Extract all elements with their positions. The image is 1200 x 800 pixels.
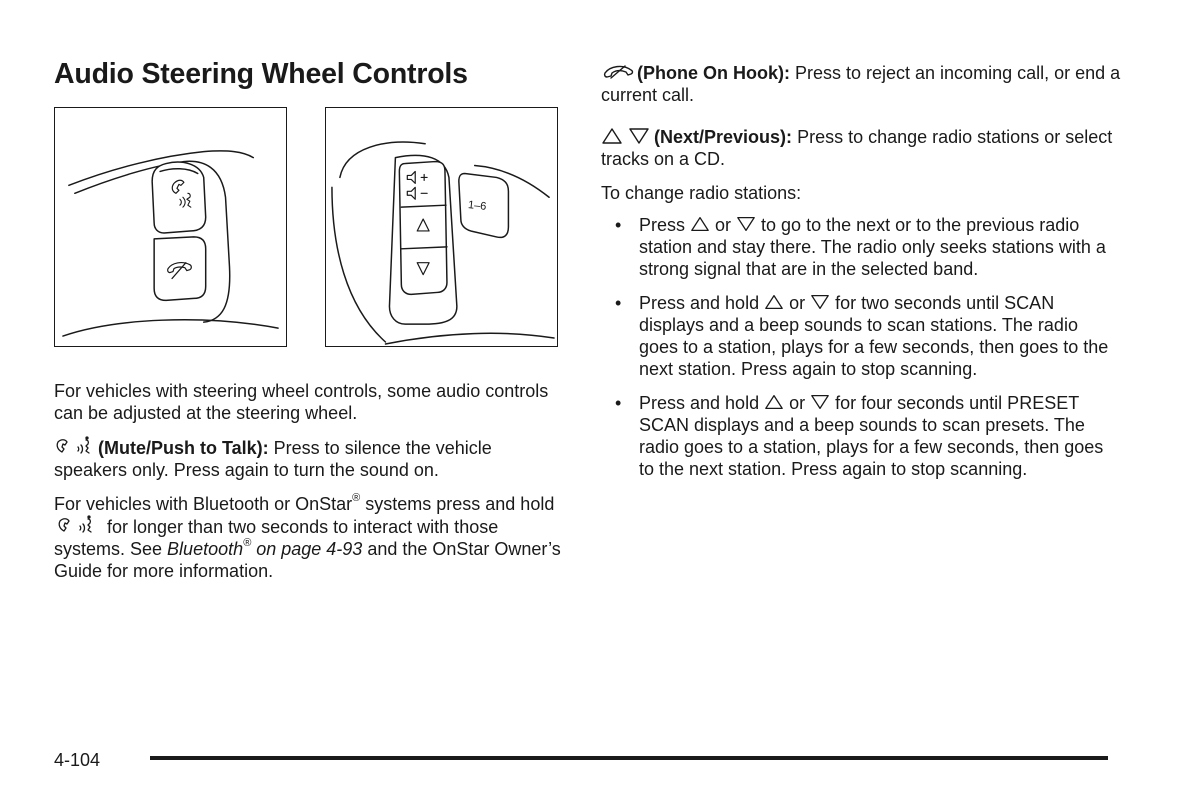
- phone-on-hook-text: Press to reject an incoming call, or end a current call.: [601, 63, 1121, 105]
- bullet-text: Press: [639, 215, 691, 235]
- next-previous-paragraph: [601, 126, 1121, 170]
- list-item: [601, 392, 1121, 480]
- change-stations-heading: To change radio stations:: [601, 183, 802, 203]
- ref-registered-mark: ®: [243, 537, 252, 549]
- page-number: 4-104: [54, 750, 101, 770]
- bluetooth-text-3: for longer than two seconds to interact with those systems. See: [54, 517, 499, 559]
- page-title: Audio Steering Wheel Controls: [54, 58, 468, 90]
- bluetooth-paragraph: [54, 493, 564, 582]
- phone-on-hook-label: (Phone On Hook):: [637, 63, 790, 83]
- triangle-down-icon: [736, 215, 756, 233]
- phone-talk-icon: [54, 515, 102, 535]
- list-item: [601, 292, 1121, 380]
- footer-rule: [150, 756, 1108, 760]
- bluetooth-ref-text: Bluetooth: [167, 539, 244, 559]
- triangle-up-icon: [601, 127, 623, 145]
- preset-button-label: 1–6: [467, 199, 487, 213]
- left-control-illustration: [54, 107, 287, 347]
- bullet-text: Press and hold: [639, 393, 765, 413]
- bullet-text: or: [784, 393, 811, 413]
- right-column: [601, 62, 1121, 492]
- left-column: [54, 56, 564, 594]
- bullet-icon: •: [615, 293, 622, 313]
- bullet-text: or: [784, 293, 811, 313]
- bluetooth-text-4: and the OnStar Owner’s Guide for more information.: [54, 539, 561, 581]
- next-previous-label: (Next/Previous):: [654, 127, 793, 147]
- bullet-text: Press and hold: [639, 293, 765, 313]
- bluetooth-text-1: For vehicles with Bluetooth or OnStar: [54, 494, 353, 514]
- mute-paragraph: [54, 436, 564, 481]
- page-footer: [54, 748, 1108, 772]
- registered-mark: ®: [352, 492, 361, 504]
- bluetooth-reference-link[interactable]: [167, 539, 362, 559]
- right-control-illustration: [325, 107, 558, 347]
- phone-hangup-icon: [601, 63, 637, 81]
- bullet-text: or: [710, 215, 737, 235]
- bluetooth-ref-page: on page 4-93: [251, 539, 363, 559]
- bullet-text: for four seconds until PRESET SCAN displays and a beep sounds to scan presets. The radio goes to a station, plays for a few seconds, then goes to the next station. Press again to stop scanning.: [639, 393, 1104, 479]
- triangle-up-icon: [690, 215, 710, 233]
- mute-text: Press to silence the vehicle speakers only. Press again to turn the sound on.: [54, 438, 492, 480]
- triangle-up-icon: [764, 293, 784, 311]
- mute-label: (Mute/Push to Talk):: [98, 438, 269, 458]
- phone-talk-icon: [54, 436, 98, 456]
- figures: [54, 107, 564, 347]
- bullet-text: for two seconds until SCAN displays and a beep sounds to scan stations. The radio goes to a station, plays for a few seconds, then goes to the next station. Press again to stop scanning.: [639, 293, 1109, 379]
- triangle-down-icon: [810, 393, 830, 411]
- list-item: [601, 214, 1121, 280]
- next-previous-text: Press to change radio stations or select tracks on a CD.: [601, 127, 1113, 169]
- triangle-up-icon: [764, 393, 784, 411]
- bullet-icon: •: [615, 393, 622, 413]
- triangle-down-icon: [628, 127, 650, 145]
- triangle-down-icon: [810, 293, 830, 311]
- bullet-text: to go to the next or to the previous radio station and stay there. The radio only seeks stations with a strong signal that are in the selected band.: [639, 215, 1106, 279]
- bluetooth-text-2: systems press and hold: [360, 494, 555, 514]
- instruction-list: [601, 214, 1121, 480]
- phone-on-hook-paragraph: [601, 62, 1121, 106]
- bullet-icon: •: [615, 215, 622, 235]
- intro-paragraph: For vehicles with steering wheel controls, some audio controls can be adjusted at the steering wheel.: [54, 381, 549, 423]
